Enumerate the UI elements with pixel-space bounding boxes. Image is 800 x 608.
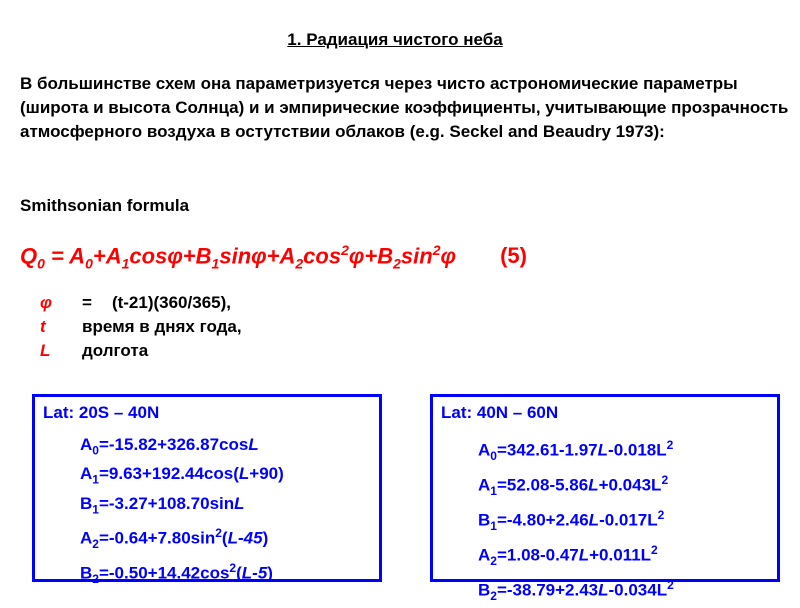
smithsonian-formula: $Q_0 = A_0+A_1\cos\varphi+B_1\sin\varphi+A_2\cos^2\varphi+B_2\sin^2\varphi$ (5) (20, 242, 527, 272)
equation-a2: $A_2=-0.64+7.80\sin^2(L-45)$ (80, 526, 269, 552)
formula-number: (5) (500, 243, 527, 269)
definition-symbol: t (40, 317, 46, 336)
coefficients-box-20s-40n (32, 394, 382, 587)
page-title: 1. Радиация чистого неба (287, 30, 503, 49)
definition-t (40, 317, 242, 341)
box-header: Lat: 40N – 60N (441, 403, 559, 422)
equation-b1: $B_1=-3.27+108.70\sin L$ (80, 493, 245, 517)
equation-a0: $A_0=-15.82+326.87\cos L$ (80, 435, 259, 458)
definition-symbol: φ (40, 293, 52, 312)
variable-definitions (40, 293, 242, 365)
coefficient-equations (478, 433, 674, 608)
formula-heading: Smithsonian formula (20, 196, 190, 215)
intro-paragraph: В большинстве схем она параметризуется через чисто астрономические параметры (широта и высота Солнца) и и эмпирические коэффициенты, учитывающие прозрачность атмосферного воздуха в остутствии облаков (e.g. Seckel and Beaudry 1973): (20, 74, 789, 141)
definition-text: долгота (82, 341, 149, 360)
definition-phi: φ = (t-21)(360/365), (40, 293, 231, 312)
equation-b2: $B_2=-0.50+14.42\cos^2(L-5)$ (80, 561, 273, 587)
equation-a1: $A_1=9.63+192.44\cos(L+90)$ (80, 464, 284, 487)
equation-b1: $B_1=-4.80+2.46L-0.017L^2$ (478, 508, 665, 534)
definition-text: время в днях года, (82, 317, 242, 336)
equation-a2: $A_2=1.08-0.47L+0.011L^2$ (478, 543, 658, 569)
definition-text: (t-21)(360/365), (111, 293, 231, 312)
equation-a1: $A_1=52.08-5.86L+0.043L^2$ (478, 473, 669, 499)
definition-symbol: L (40, 341, 51, 360)
definition-l (40, 341, 242, 365)
coefficients-box-40n-60n (430, 394, 780, 604)
equation-b2: $B_2=-38.79+2.43L-0.034L^2$ (478, 578, 674, 604)
box-header: Lat: 20S – 40N (43, 403, 160, 422)
coefficient-equations (80, 433, 284, 591)
equation-a0: $A_0=342.61-1.97L-0.018L^2$ (478, 438, 674, 464)
